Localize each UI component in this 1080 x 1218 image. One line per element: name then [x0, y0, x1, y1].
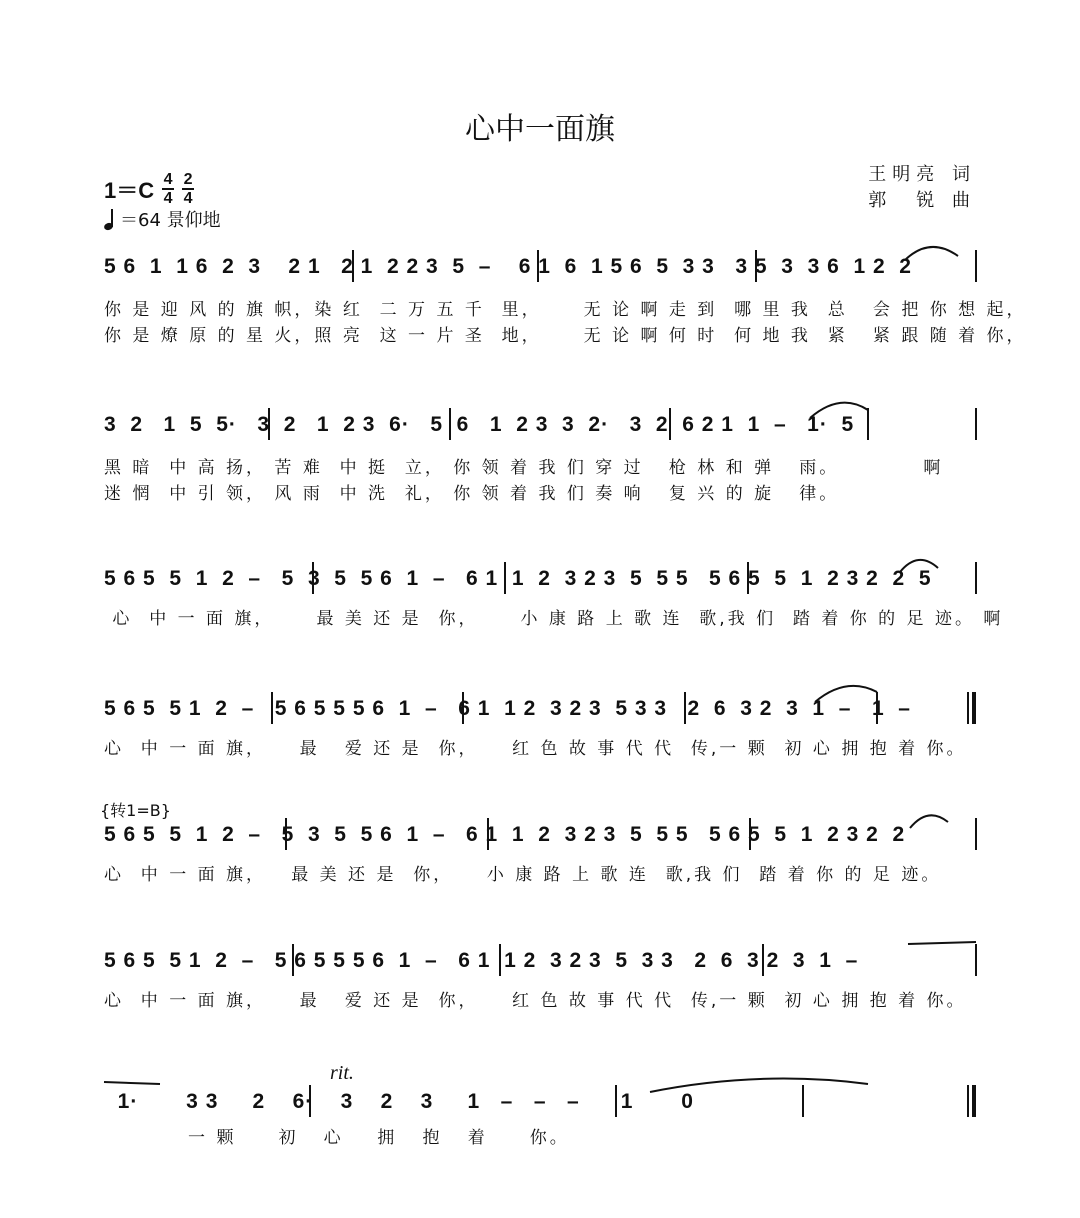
lyrics-line-1-verse-1: 你 是 迎 风 的 旗 帜，染 红 二 万 五 千 里， 无 论 啊 走 到 哪 里 我 总 会 把 你 想 起，: [104, 300, 1027, 320]
lyrics-line-6: 心 中 一 面 旗， 最 爱 还 是 你， 红 色 故 事 代 代 传,一 颗 初 心 拥 抱 着 你。: [104, 991, 967, 1011]
notation-line-2: 3 2 1 5 5· 3 2 1 2 3 6· 5 6 1 2 3 3 2· 3 2 6 2 1 1 – 1· 5: [104, 413, 855, 436]
notation-line-4: 5 6 5 5 1 2 – 5 6 5 5 5 6 1 – 6 1 1 2 3 2 3 5 3 3 2 6 3 2 3 1 – 1 –: [104, 697, 911, 720]
page-title: 心中一面旗: [465, 112, 615, 147]
lyrics-line-1-verse-2: 你 是 燎 原 的 星 火，照 亮 这 一 片 圣 地， 无 论 啊 何 时 何 地 我 紧 紧 跟 随 着 你，: [104, 326, 1027, 346]
rit-marking: rit.: [330, 1062, 354, 1084]
slur: [905, 247, 958, 260]
key-label: 1＝C: [104, 177, 155, 203]
notation-line-7: 1· 3 3 2 6· 3 2 3 1 – – – 1 0: [104, 1090, 694, 1113]
tie-line: [908, 942, 976, 944]
slur: [910, 815, 948, 828]
notation-line-6: 5 6 5 5 1 2 – 5 6 5 5 5 6 1 – 6 1 1 2 3 2 3 5 3 3 2 6 3 2 3 1 –: [104, 949, 859, 972]
notation-line-3: 5 6 5 5 1 2 – 5 3 5 5 6 1 – 6 1 1 2 3 2 3 5 5 5 5 6 5 5 1 2 3 2 2 5: [104, 567, 932, 590]
notation-line-5: 5 6 5 5 1 2 – 5 3 5 5 6 1 – 6 1 1 2 3 2 3 5 5 5 5 6 5 5 1 2 3 2 2: [104, 823, 906, 846]
notation-line-1: 5 6 1 1 6 2 3 2 1 2 1 2 2 3 5 – 6 1 6 1 5 6 5 3 3 3 5 3 3 6 1 2 2: [104, 255, 912, 278]
modulation-marking: {转1=B}: [100, 801, 171, 820]
time-signature-2: $\frac{2}{4}$: [183, 171, 193, 207]
lyrics-line-5: 心 中 一 面 旗， 最 美 还 是 你， 小 康 路 上 歌 连 歌,我 们 踏 着 你 的 足 迹。: [104, 865, 942, 885]
lyrics-line-2-verse-2: 迷 惘 中 引 领， 风 雨 中 洗 礼， 你 领 着 我 们 奏 响 复 兴 的 旋 律。: [104, 484, 840, 504]
lyrics-line-4: 心 中 一 面 旗， 最 爱 还 是 你， 红 色 故 事 代 代 传,一 颗 初 心 拥 抱 着 你。: [104, 739, 967, 759]
lyrics-line-3: 心 中 一 面 旗， 最 美 还 是 你， 小 康 路 上 歌 连 歌,我 们 踏 着 你 的 足 迹。 啊: [104, 609, 1004, 629]
composer: 郭 锐 曲: [868, 190, 976, 211]
time-signature-1: $\frac{4}{4}$: [163, 171, 173, 207]
slur: [900, 560, 938, 572]
slur: [815, 686, 877, 702]
lyrics-line-2-verse-1: 黑 暗 中 高 扬， 苦 难 中 挺 立， 你 领 着 我 们 穿 过 枪 林 和 弹 雨。 啊: [104, 458, 944, 478]
tempo-marking: ＝64 景仰地: [104, 206, 221, 232]
tie-line: [104, 1082, 160, 1084]
slur: [650, 1079, 868, 1092]
lyricist: 王明亮 词: [868, 164, 976, 185]
slur: [810, 403, 868, 418]
lyrics-line-7: 一 颗 初 心 拥 抱 着 你。: [104, 1128, 570, 1148]
